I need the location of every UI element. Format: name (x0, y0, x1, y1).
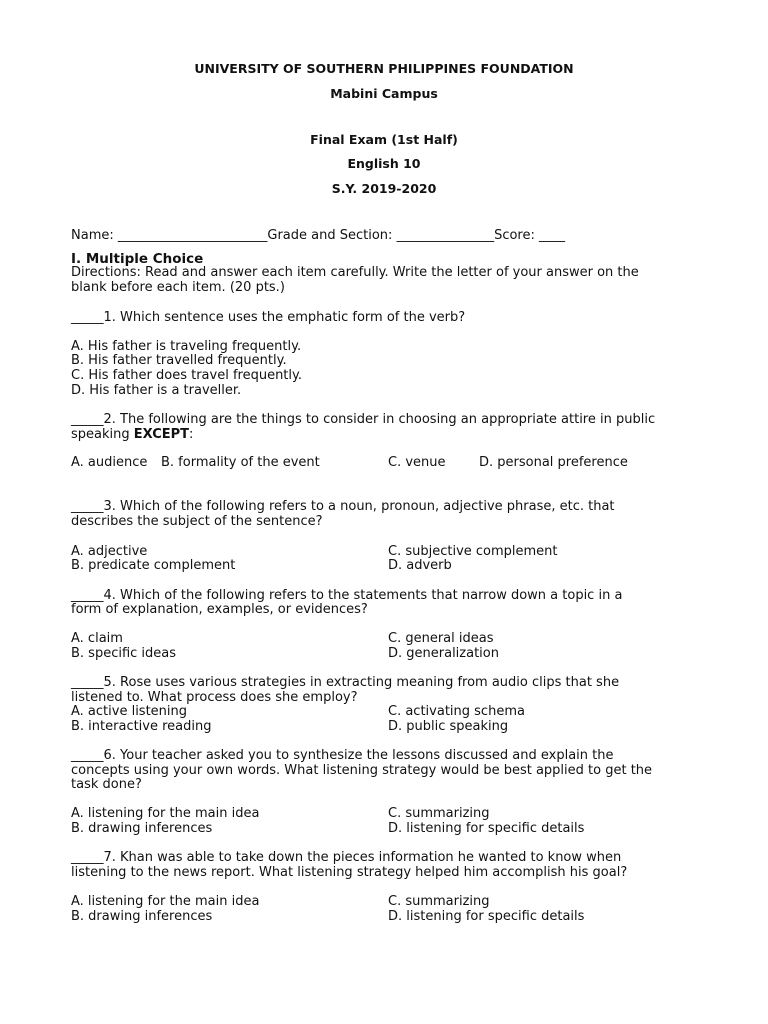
campus-name: Mabini Campus (330, 86, 438, 101)
q3-option-b: B. predicate complement (71, 558, 236, 573)
q2-option-a: A. audience (71, 455, 148, 470)
score-blank: ____ (539, 228, 565, 243)
q1-option-b: B. His father travelled frequently. (71, 353, 287, 368)
directions-line-2: blank before each item. (20 pts.) (71, 280, 285, 295)
directions-line-1: Directions: Read and answer each item carefully. Write the letter of your answer on the (71, 265, 639, 280)
section-title: I. Multiple Choice (71, 251, 204, 267)
school-year: S.Y. 2019-2020 (331, 181, 437, 196)
exam-title: Final Exam (1st Half) (310, 132, 458, 147)
question-5-line-2: listened to. What process does she employ? (71, 690, 358, 705)
q3-option-a: A. adjective (71, 544, 148, 559)
question-2-line-2 (71, 428, 193, 443)
question-7-line-2: listening to the news report. What listening strategy helped him accomplish his goal? (71, 865, 628, 880)
q2-option-c: C. venue (388, 455, 446, 470)
q2-line-2-colon: : (189, 427, 194, 442)
name-label: Name: (71, 228, 114, 243)
question-5-line-1: _____5. Rose uses various strategies in extracting meaning from audio clips that she (71, 675, 620, 690)
q4-option-a: A. claim (71, 631, 123, 646)
q6-option-c: C. summarizing (388, 806, 490, 821)
q5-option-b: B. interactive reading (71, 719, 212, 734)
question-3-line-2: describes the subject of the sentence? (71, 514, 323, 529)
q4-option-c: C. general ideas (388, 631, 494, 646)
q7-option-c: C. summarizing (388, 894, 490, 909)
question-6-line-2: concepts using your own words. What listening strategy would be best applied to get the (71, 763, 653, 778)
q6-option-a: A. listening for the main idea (71, 806, 260, 821)
q5-option-c: C. activating schema (388, 704, 525, 719)
grade-section-blank: _______________ (396, 228, 495, 243)
q7-option-d: D. listening for specific details (388, 909, 585, 924)
q2-option-b: B. formality of the event (161, 455, 320, 470)
question-3-line-1: _____3. Which of the following refers to a noun, pronoun, adjective phrase, etc. that (71, 499, 615, 514)
q6-option-b: B. drawing inferences (71, 821, 213, 836)
student-info-line (71, 229, 565, 244)
name-blank: _______________________ (117, 228, 268, 243)
q5-option-d: D. public speaking (388, 719, 509, 734)
q3-option-c: C. subjective complement (388, 544, 558, 559)
q5-option-a: A. active listening (71, 704, 188, 719)
q6-option-d: D. listening for specific details (388, 821, 585, 836)
question-4-line-1: _____4. Which of the following refers to the statements that narrow down a topic in a (71, 588, 623, 603)
grade-section-label: Grade and Section: (267, 228, 393, 243)
q3-option-d: D. adverb (388, 558, 452, 573)
question-1-text: _____1. Which sentence uses the emphatic form of the verb? (71, 310, 466, 325)
q1-option-c: C. His father does travel frequently. (71, 368, 302, 383)
q1-option-a: A. His father is traveling frequently. (71, 339, 302, 354)
question-4-line-2: form of explanation, examples, or evidences? (71, 602, 368, 617)
score-label: Score: (494, 228, 535, 243)
q4-option-d: D. generalization (388, 646, 499, 661)
q7-option-a: A. listening for the main idea (71, 894, 260, 909)
q7-option-b: B. drawing inferences (71, 909, 213, 924)
q1-option-d: D. His father is a traveller. (71, 383, 242, 398)
question-6-line-1: _____6. Your teacher asked you to synthesize the lessons discussed and explain the (71, 748, 614, 763)
question-2-line-1: _____2. The following are the things to consider in choosing an appropriate attire in public (71, 412, 656, 427)
q2-option-d: D. personal preference (479, 455, 628, 470)
university-name: UNIVERSITY OF SOUTHERN PHILIPPINES FOUNDATION (194, 61, 574, 76)
q2-except-emphasis: EXCEPT (133, 427, 190, 442)
q4-option-b: B. specific ideas (71, 646, 177, 661)
question-6-line-3: task done? (71, 777, 142, 792)
q2-line-2-text: speaking (71, 427, 134, 442)
question-7-line-1: _____7. Khan was able to take down the pieces information he wanted to know when (71, 850, 622, 865)
subject-title: English 10 (347, 156, 421, 171)
